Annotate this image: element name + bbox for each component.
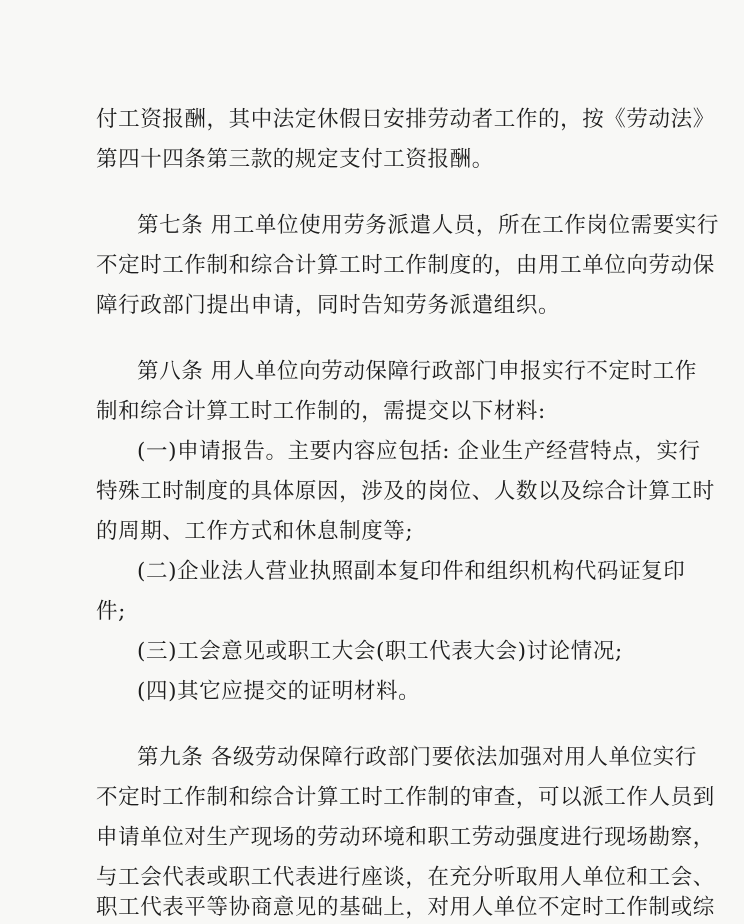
text-line: 不定时工作制和综合计算工时工作制度的，由用工单位向劳动保: [96, 253, 715, 278]
list-item-4: (四)其它应提交的证明材料。: [137, 679, 421, 704]
article-7-heading-line: 第七条 用工单位使用劳务派遣人员，所在工作岗位需要实行: [137, 213, 720, 238]
text-line: 件;: [96, 599, 126, 624]
text-line: 不定时工作制和综合计算工时工作制的审查，可以派工作人员到: [96, 785, 715, 810]
list-item-1: (一)申请报告。主要内容应包括: 企业生产经营特点，实行: [137, 439, 701, 464]
article-8-heading-line: 第八条 用人单位向劳动保障行政部门申报实行不定时工作: [137, 359, 697, 384]
text-line: 特殊工时制度的具体原因，涉及的岗位、人数以及综合计算工时: [96, 479, 715, 504]
text-line: 制和综合计算工时工作制的，需提交以下材料:: [96, 399, 546, 424]
text-line: 付工资报酬，其中法定休假日安排劳动者工作的，按《劳动法》: [96, 107, 715, 132]
text-line: 第四十四条第三款的规定支付工资报酬。: [96, 147, 494, 172]
list-item-3: (三)工会意见或职工大会(职工代表大会)讨论情况;: [137, 639, 623, 664]
list-item-2: (二)企业法人营业执照副本复印件和组织机构代码证复印: [137, 559, 686, 584]
text-line: 的周期、工作方式和休息制度等;: [96, 519, 414, 544]
text-line: 申请单位对生产现场的劳动环境和职工劳动强度进行现场勘察，: [96, 825, 715, 850]
text-line: 障行政部门提出申请，同时告知劳务派遣组织。: [96, 293, 561, 318]
text-line: 职工代表平等协商意见的基础上，对用人单位不定时工作制或综: [96, 895, 715, 920]
text-line: 与工会代表或职工代表进行座谈，在充分听取用人单位和工会、: [96, 865, 715, 890]
article-9-heading-line: 第九条 各级劳动保障行政部门要依法加强对用人单位实行: [137, 745, 697, 770]
